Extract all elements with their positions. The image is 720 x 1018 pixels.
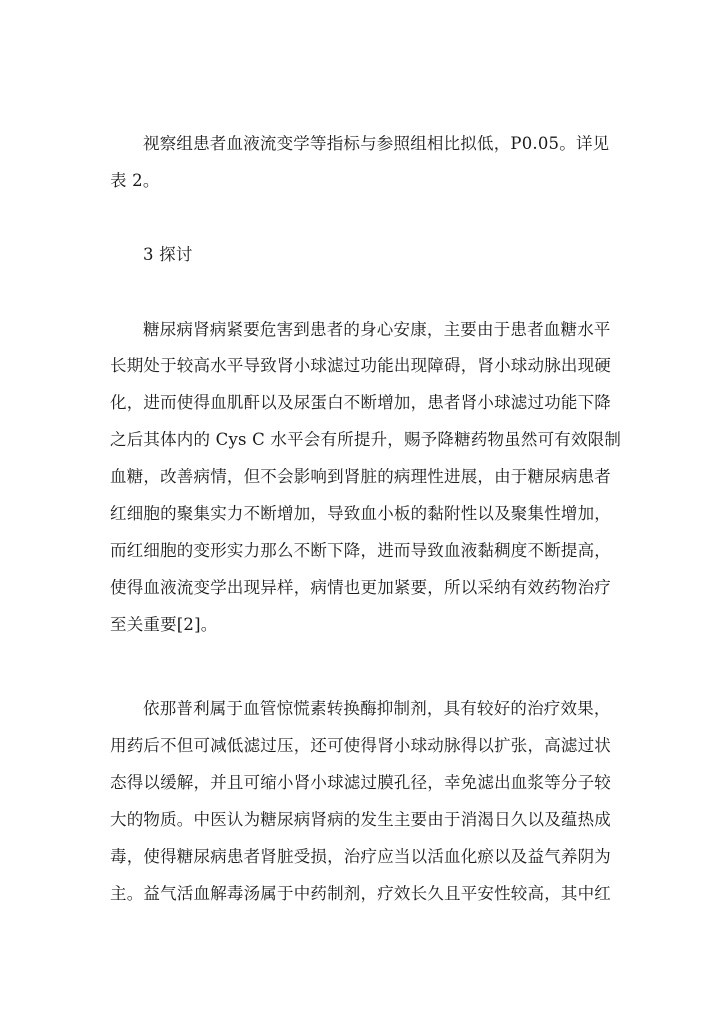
paragraph-2-line-1: 糖尿病肾病紧要危害到患者的身心安康，主要由于患者血糖水平 xyxy=(143,320,611,339)
paragraph-1-line-1: 视察组患者血液流变学等指标与参照组相比拟低，P0.05。详见 xyxy=(143,134,610,153)
paragraph-3-line-1: 依那普利属于血管惊慌素转换酶抑制剂，具有较好的治疗效果， xyxy=(143,699,611,718)
paragraph-2-line-5: 血糖，改善病情，但不会影响到肾脏的病理性进展，由于糖尿病患者 xyxy=(110,467,611,486)
paragraph-2-line-9: 至关重要[2]。 xyxy=(110,615,218,634)
paragraph-2-line-6: 红细胞的聚集实力不断增加，导致血小板的黏附性以及聚集性增加， xyxy=(110,504,611,523)
paragraph-2-line-8: 使得血液流变学出现异样，病情也更加紧要，所以采纳有效药物治疗 xyxy=(110,578,611,597)
paragraph-3-line-5: 毒，使得糖尿病患者肾脏受损，治疗应当以活血化瘀以及益气养阴为 xyxy=(110,847,611,866)
paragraph-3-line-4: 大的物质。中医认为糖尿病肾病的发生主要由于消渴日久以及蕴热成 xyxy=(110,810,611,829)
paragraph-3-line-6: 主。益气活血解毒汤属于中药制剂，疗效长久且平安性较高，其中红 xyxy=(110,884,611,903)
paragraph-2-line-7: 而红细胞的变形实力那么不断下降，进而导致血液黏稠度不断提高， xyxy=(110,541,611,560)
paragraph-2-line-4: 之后其体内的 Cys C 水平会有所提升，赐予降糖药物虽然可有效限制 xyxy=(110,430,622,449)
section-heading: 3 探讨 xyxy=(143,245,193,264)
paragraph-3-line-2: 用药后不但可减低滤过压，还可使得肾小球动脉得以扩张，高滤过状 xyxy=(110,736,611,755)
paragraph-2-line-2: 长期处于较高水平导致肾小球滤过功能出现障碍，肾小球动脉出现硬 xyxy=(110,356,611,375)
paragraph-3-line-3: 态得以缓解，并且可缩小肾小球滤过膜孔径，幸免滤出血浆等分子较 xyxy=(110,773,611,792)
paragraph-1-line-2: 表 2。 xyxy=(110,171,160,190)
paragraph-2-line-3: 化，进而使得血肌酐以及尿蛋白不断增加，患者肾小球滤过功能下降 xyxy=(110,393,611,412)
